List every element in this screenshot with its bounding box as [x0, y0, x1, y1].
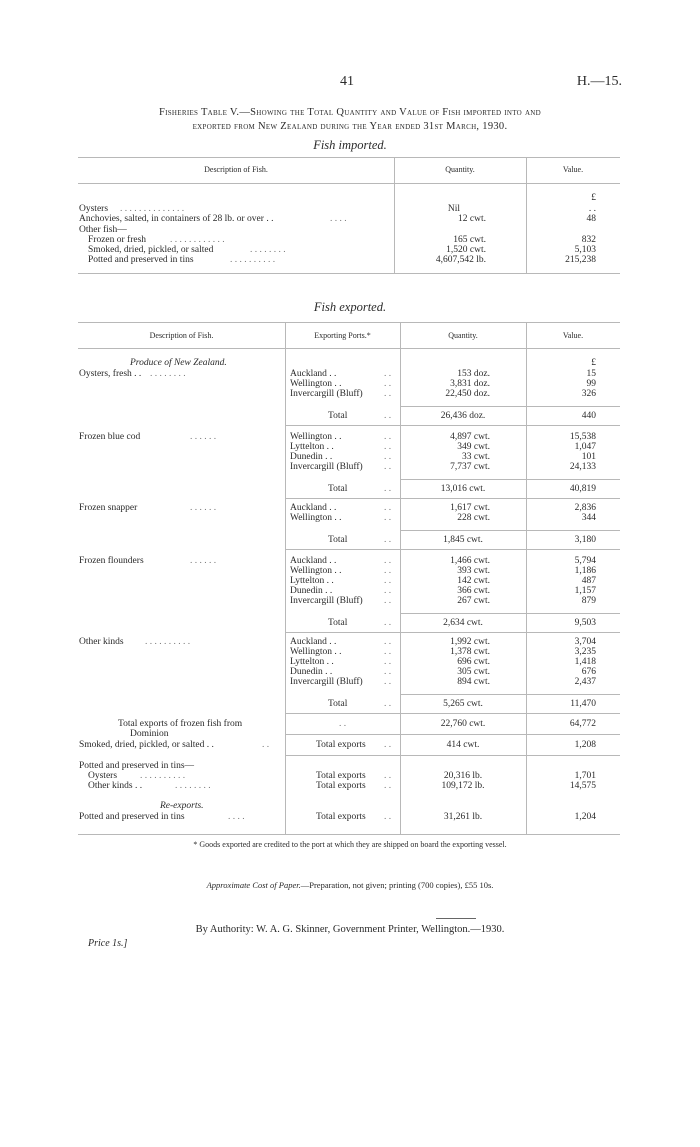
leader-dots: . . . . . .: [190, 556, 217, 566]
leader-dots: . . . . . . . .: [175, 781, 211, 791]
imported-desc: Oysters: [79, 204, 109, 214]
port-value: 5,794: [574, 556, 596, 566]
imported-desc: Smoked, dried, pickled, or salted: [88, 245, 214, 255]
port-value: 2,437: [574, 677, 596, 687]
port-name: Auckland . .: [290, 556, 337, 566]
smoked-value: 1,208: [574, 740, 596, 750]
exported-header-value: Value.: [562, 331, 584, 340]
leader-dots: . . . . . . . . . . . . . .: [120, 204, 185, 214]
port-name: Invercargill (Bluff): [290, 389, 363, 399]
exported-header-quantity: Quantity.: [448, 331, 478, 340]
imported-value: 48: [586, 214, 596, 224]
port-qty: 33 cwt.: [462, 452, 490, 462]
group-total-qty: 2,634 cwt.: [443, 618, 483, 628]
port-qty: 3,831 doz.: [450, 379, 490, 389]
group-desc: Frozen flounders: [79, 556, 144, 566]
reexport-value: 1,204: [574, 812, 596, 822]
group-total-value: 40,819: [569, 484, 596, 494]
port-qty: 4,897 cwt.: [450, 432, 490, 442]
leader-dots: . . . . . .: [190, 432, 217, 442]
group-total-qty: 13,016 cwt.: [440, 484, 486, 494]
port-qty: 228 cwt.: [457, 513, 490, 523]
port-name: Dunedin . .: [290, 452, 333, 462]
port-name: Wellington . .: [290, 647, 342, 657]
imported-currency: £: [591, 193, 596, 203]
cost-line-text: —Preparation, not given; printing (700 copies), £55 10s.: [300, 880, 494, 890]
port-qty: 696 cwt.: [457, 657, 490, 667]
produce-label: Produce of New Zealand.: [130, 358, 227, 368]
leader-dots: . .: [384, 657, 392, 667]
leader-dots: . .: [384, 556, 392, 566]
port-qty: 894 cwt.: [457, 677, 490, 687]
smoked-qty: 414 cwt.: [446, 740, 480, 750]
imported-qty: 12 cwt.: [458, 214, 486, 224]
imported-desc: Other fish—: [79, 225, 127, 235]
potted-desc: Oysters: [88, 771, 118, 781]
group-total-label: Total: [328, 411, 348, 421]
port-qty: 1,992 cwt.: [450, 637, 490, 647]
group-total-qty: 26,436 doz.: [440, 411, 486, 421]
leader-dots: . .: [384, 484, 392, 494]
leader-dots: . .: [384, 566, 392, 576]
potted-port: Total exports: [316, 781, 366, 791]
port-name: Invercargill (Bluff): [290, 462, 363, 472]
potted-value: 1,701: [574, 771, 596, 781]
footnote: * Goods exported are credited to the port at which they are shipped on board the exporting vessel.: [193, 840, 507, 849]
smoked-desc: Smoked, dried, pickled, or salted . .: [79, 740, 214, 750]
leader-dots: . . . . . . . .: [250, 245, 286, 255]
potted-port: Total exports: [316, 771, 366, 781]
leader-dots: . .: [384, 677, 392, 687]
leader-dots: . .: [384, 411, 392, 421]
port-value: 1,418: [574, 657, 596, 667]
dominion-total-port: . .: [338, 719, 347, 729]
leader-dots: . . . .: [228, 812, 245, 822]
leader-dots: . . . . . .: [190, 503, 217, 513]
potted-label: Potted and preserved in tins—: [79, 761, 195, 771]
imported-desc: Frozen or fresh: [88, 235, 147, 245]
title-line-1: Fisheries Table V.—Showing the Total Quantity and Value of Fish imported into and: [158, 107, 542, 118]
subtotal-rule: [400, 406, 620, 407]
cost-line: [0, 880, 700, 890]
port-value: 487: [581, 576, 596, 586]
leader-dots: . .: [384, 618, 392, 628]
row-rule: [285, 755, 620, 756]
potted-value: 14,575: [569, 781, 596, 791]
leader-dots: . .: [384, 771, 392, 781]
imported-qty: Nil: [447, 204, 460, 214]
authority-rule: [436, 918, 476, 919]
leader-dots: . . . . . . . . . .: [145, 637, 191, 647]
port-qty: 22,450 doz.: [445, 389, 490, 399]
port-qty: 305 cwt.: [457, 667, 490, 677]
exported-header-description: Description of Fish.: [149, 331, 214, 340]
leader-dots: . .: [384, 462, 392, 472]
smoked-port: Total exports: [316, 740, 366, 750]
exported-header-ports: Exporting Ports.*: [314, 331, 371, 340]
imported-desc: Anchovies, salted, in containers of 28 lb. or over . .: [79, 214, 274, 224]
potted-desc: Other kinds . .: [88, 781, 143, 791]
port-value: 101: [581, 452, 596, 462]
imported-value: 215,238: [565, 255, 596, 265]
leader-dots: . .: [384, 442, 392, 452]
leader-dots: . . . . . . . . . .: [230, 255, 276, 265]
group-end-rule: [285, 632, 620, 633]
leader-dots: . .: [384, 781, 392, 791]
port-value: 1,047: [574, 442, 596, 452]
port-qty: 267 cwt.: [457, 596, 490, 606]
port-qty: 1,466 cwt.: [450, 556, 490, 566]
port-qty: 349 cwt.: [457, 442, 490, 452]
exported-currency: £: [591, 358, 596, 368]
exported-top-rule: [78, 322, 620, 323]
leader-dots: . .: [384, 503, 392, 513]
subtotal-rule: [400, 479, 620, 480]
group-total-qty: 1,845 cwt.: [443, 535, 483, 545]
port-name: Lyttelton . .: [290, 657, 334, 667]
leader-dots: . .: [384, 812, 392, 822]
port-name: Lyttelton . .: [290, 576, 334, 586]
port-qty: 1,617 cwt.: [450, 503, 490, 513]
imported-qty: 4,607,542 lb.: [435, 255, 486, 265]
subtotal-rule: [400, 530, 620, 531]
port-value: 1,186: [574, 566, 596, 576]
subtotal-rule: [400, 613, 620, 614]
leader-dots: . . . . . . . .: [150, 369, 186, 379]
imported-header-rule: [78, 183, 620, 184]
port-value: 344: [581, 513, 596, 523]
imported-qty: 165 cwt.: [453, 235, 486, 245]
port-name: Invercargill (Bluff): [290, 677, 363, 687]
exported-subtitle: Fish exported.: [313, 300, 387, 314]
port-name: Wellington . .: [290, 432, 342, 442]
leader-dots: . .: [384, 637, 392, 647]
group-total-label: Total: [328, 535, 348, 545]
leader-dots: . .: [262, 740, 270, 750]
imported-header-description: Description of Fish.: [204, 165, 268, 174]
group-total-value: 9,503: [574, 618, 596, 628]
leader-dots: . .: [384, 699, 392, 709]
dominion-total-qty: 22,760 cwt.: [440, 719, 486, 729]
group-end-rule: [285, 498, 620, 499]
port-value: 15: [586, 369, 596, 379]
dominion-total-desc: Total exports of frozen fish from: [118, 719, 243, 729]
group-desc: Oysters, fresh . .: [79, 369, 142, 379]
port-value: 24,133: [569, 462, 596, 472]
port-name: Wellington . .: [290, 566, 342, 576]
page-number: 41: [340, 74, 354, 89]
dominion-total-desc-2: Dominion: [130, 729, 169, 739]
port-name: Invercargill (Bluff): [290, 596, 363, 606]
leader-dots: . .: [384, 535, 392, 545]
exported-bottom-rule: [78, 834, 620, 835]
imported-bottom-rule: [78, 273, 620, 274]
reexport-desc: Potted and preserved in tins: [79, 812, 185, 822]
leader-dots: . .: [384, 576, 392, 586]
group-total-value: 11,470: [570, 699, 596, 709]
price: Price 1s.]: [88, 938, 128, 949]
authority-line: By Authority: W. A. G. Skinner, Government Printer, Wellington.—1930.: [195, 924, 505, 935]
imported-subtitle: Fish imported.: [313, 138, 387, 152]
leader-dots: . .: [384, 740, 392, 750]
potted-qty: 109,172 lb.: [441, 781, 485, 791]
title-line-2: exported from New Zealand during the Year ended 31st March, 1930.: [192, 121, 508, 132]
port-qty: 1,378 cwt.: [450, 647, 490, 657]
leader-dots: . .: [384, 379, 392, 389]
imported-qty: 1,520 cwt.: [446, 245, 486, 255]
imported-value: 5,103: [574, 245, 596, 255]
leader-dots: . . . . . . . . . .: [140, 771, 186, 781]
leader-dots: . .: [384, 667, 392, 677]
port-qty: 153 doz.: [457, 369, 490, 379]
reexport-qty: 31,261 lb.: [443, 812, 483, 822]
group-total-value: 440: [581, 411, 596, 421]
exported-header-rule: [78, 348, 620, 349]
imported-value: 832: [581, 235, 596, 245]
imported-top-rule: [78, 157, 620, 158]
group-total-label: Total: [328, 618, 348, 628]
table-title: [80, 106, 620, 134]
port-name: Lyttelton . .: [290, 442, 334, 452]
leader-dots: . .: [384, 432, 392, 442]
port-name: Auckland . .: [290, 503, 337, 513]
group-desc: Frozen blue cod: [79, 432, 141, 442]
group-end-rule: [285, 713, 620, 714]
cost-line-label: Approximate Cost of Paper.: [206, 880, 301, 890]
port-name: Auckland . .: [290, 369, 337, 379]
document-code: H.—15.: [576, 74, 622, 89]
imported-value: . .: [588, 204, 596, 214]
group-total-qty: 5,265 cwt.: [443, 699, 483, 709]
group-end-rule: [285, 549, 620, 550]
port-value: 2,836: [574, 503, 596, 513]
potted-qty: 20,316 lb.: [443, 771, 483, 781]
leader-dots: . . . . . . . . . . . .: [170, 235, 225, 245]
group-end-rule: [285, 425, 620, 426]
port-qty: 366 cwt.: [457, 586, 490, 596]
imported-header-value: Value.: [562, 165, 584, 174]
port-value: 99: [586, 379, 596, 389]
port-name: Auckland . .: [290, 637, 337, 647]
reexport-port: Total exports: [316, 812, 366, 822]
dominion-total-value: 64,772: [569, 719, 596, 729]
port-qty: 7,737 cwt.: [450, 462, 490, 472]
leader-dots: . .: [384, 513, 392, 523]
port-value: 326: [581, 389, 596, 399]
group-total-label: Total: [328, 699, 348, 709]
subtotal-rule: [400, 694, 620, 695]
leader-dots: . .: [384, 596, 392, 606]
port-name: Dunedin . .: [290, 667, 333, 677]
leader-dots: . .: [384, 389, 392, 399]
leader-dots: . .: [384, 452, 392, 462]
leader-dots: . .: [384, 647, 392, 657]
imported-desc: Potted and preserved in tins: [88, 255, 194, 265]
row-rule: [285, 734, 620, 735]
port-value: 1,157: [574, 586, 596, 596]
port-qty: 393 cwt.: [457, 566, 490, 576]
group-desc: Frozen snapper: [79, 503, 138, 513]
port-name: Dunedin . .: [290, 586, 333, 596]
imported-header-quantity: Quantity.: [445, 165, 475, 174]
group-total-value: 3,180: [574, 535, 596, 545]
port-qty: 142 cwt.: [457, 576, 490, 586]
port-value: 15,538: [569, 432, 596, 442]
port-name: Wellington . .: [290, 379, 342, 389]
exported-col-divider-1: [285, 322, 286, 834]
leader-dots: . .: [384, 586, 392, 596]
leader-dots: . .: [384, 369, 392, 379]
group-desc: Other kinds: [79, 637, 124, 647]
reexports-label: Re-exports.: [160, 801, 204, 811]
port-value: 879: [581, 596, 596, 606]
port-value: 3,704: [574, 637, 596, 647]
port-value: 676: [581, 667, 596, 677]
leader-dots: . . . .: [330, 214, 347, 224]
port-name: Wellington . .: [290, 513, 342, 523]
port-value: 3,235: [574, 647, 596, 657]
group-total-label: Total: [328, 484, 348, 494]
